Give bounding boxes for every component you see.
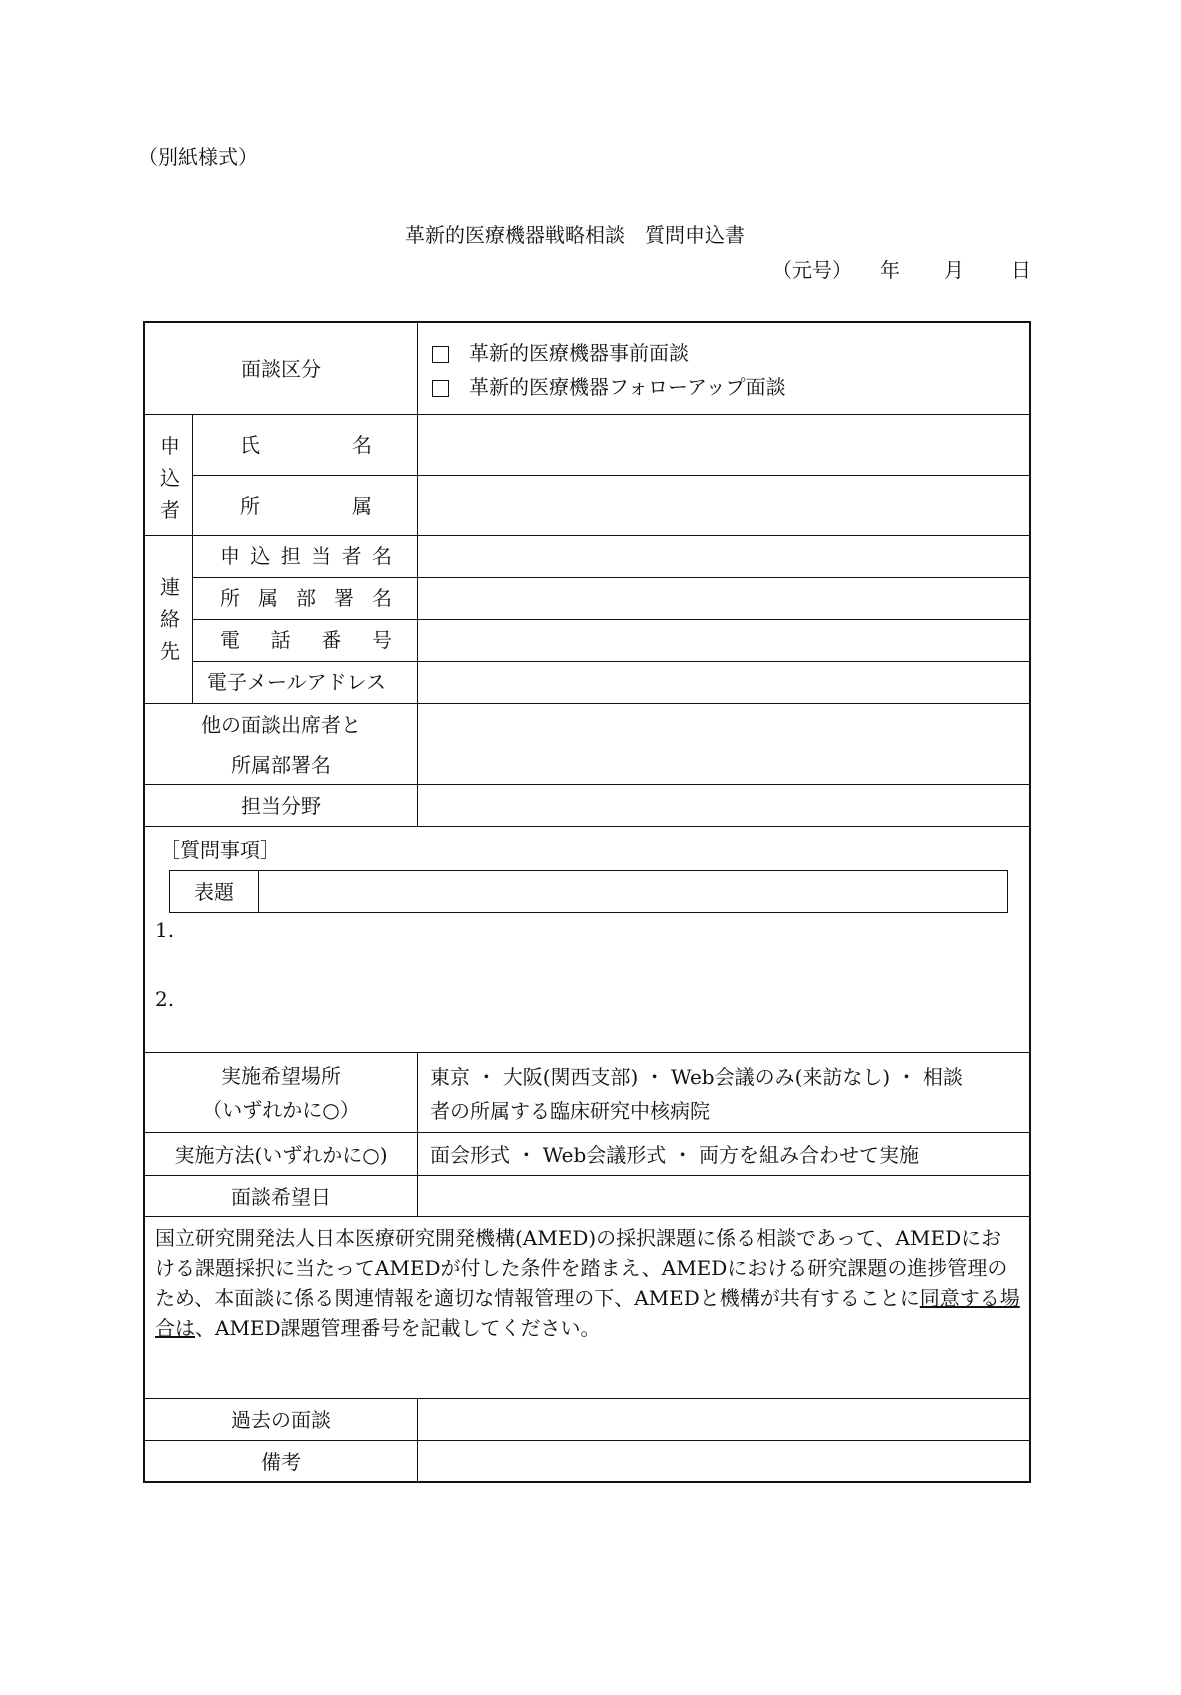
date-wish-label: 面談希望日 xyxy=(231,1184,331,1209)
date-year: 年 xyxy=(880,258,900,282)
contact-email-label: 電子メールアドレス xyxy=(207,670,386,694)
remarks-label: 備考 xyxy=(261,1449,301,1474)
method-options[interactable]: 面会形式 ・ Web会議形式 ・ 両方を組み合わせて実施 xyxy=(430,1143,919,1167)
applicant-name-field[interactable] xyxy=(419,416,1028,474)
method-label: 実施方法(いずれかに○) xyxy=(174,1142,388,1167)
applicant-affiliation-field[interactable] xyxy=(419,477,1028,534)
past-meeting-label: 過去の面談 xyxy=(231,1408,331,1432)
consult-type-label: 面談区分 xyxy=(241,356,321,381)
contact-phone-label: 電 話 番 号 xyxy=(220,628,392,652)
checkbox-pre-meeting[interactable] xyxy=(432,346,449,363)
remarks-field[interactable] xyxy=(419,1442,1028,1480)
contact-person-field[interactable] xyxy=(419,537,1028,576)
date-wish-field[interactable] xyxy=(419,1177,1028,1215)
amed-note: 国立研究開発法人日本医療研究開発機構(AMED)の採択課題に係る相談であって、AMEDにおける課題採択に当たってAMEDが付した条件を踏まえ、AMEDにおける研究課題の進捗管理のため、本面談に係る関連情報を適切な情報管理の下、AMEDと機構が共有することに同意する場合は、AMED課題管理番号を記載してください。 xyxy=(155,1226,1020,1340)
question-item-2: 2. xyxy=(155,987,175,1011)
date-era: （元号） xyxy=(772,258,852,282)
contact-group-label: 連 絡 先 xyxy=(160,575,180,663)
consult-type-option-followup[interactable] xyxy=(432,375,786,399)
checkbox-followup-meeting[interactable] xyxy=(432,380,449,397)
other-attendees-label: 他の面談出席者と 所属部署名 xyxy=(201,712,361,777)
venue-label: 実施希望場所 （いずれかに○） xyxy=(202,1064,360,1122)
option-label: 革新的医療機器フォローアップ面談 xyxy=(469,375,786,399)
field-input[interactable] xyxy=(419,786,1028,825)
contact-department-label: 所 属 部 署 名 xyxy=(220,586,392,610)
consult-type-option-pre[interactable] xyxy=(432,341,689,365)
subject-field[interactable] xyxy=(260,871,1006,911)
contact-phone-field[interactable] xyxy=(419,621,1028,660)
other-attendees-field[interactable] xyxy=(419,705,1028,783)
date-month: 月 xyxy=(944,258,964,282)
date-day: 日 xyxy=(1011,258,1031,282)
field-label: 担当分野 xyxy=(241,794,321,818)
past-meeting-field[interactable] xyxy=(419,1400,1028,1439)
option-label: 革新的医療機器事前面談 xyxy=(469,341,689,365)
contact-email-field[interactable] xyxy=(419,663,1028,702)
contact-person-label: 申 込 担 当 者 名 xyxy=(220,544,392,568)
venue-options[interactable]: 東京 ・ 大阪(関西支部) ・ Web会議のみ(来訪なし) ・ 相談 者の所属する臨床研究中核病院 xyxy=(430,1065,963,1123)
subject-label: 表題 xyxy=(194,879,234,904)
document-title: 革新的医療機器戦略相談 質問申込書 xyxy=(405,223,745,247)
form-label: （別紙様式） xyxy=(138,145,258,169)
applicant-name-label: 氏 名 xyxy=(240,433,372,457)
applicant-affiliation-label: 所 属 xyxy=(240,494,372,518)
questions-heading: ［質問事項］ xyxy=(160,838,280,862)
applicant-group-label: 申 込 者 xyxy=(160,434,180,522)
contact-department-field[interactable] xyxy=(419,579,1028,618)
amed-number-field[interactable] xyxy=(145,1340,1028,1396)
amed-consent-underlined: 同意する場合は xyxy=(155,1286,1020,1340)
question-item-1: 1. xyxy=(155,918,175,942)
